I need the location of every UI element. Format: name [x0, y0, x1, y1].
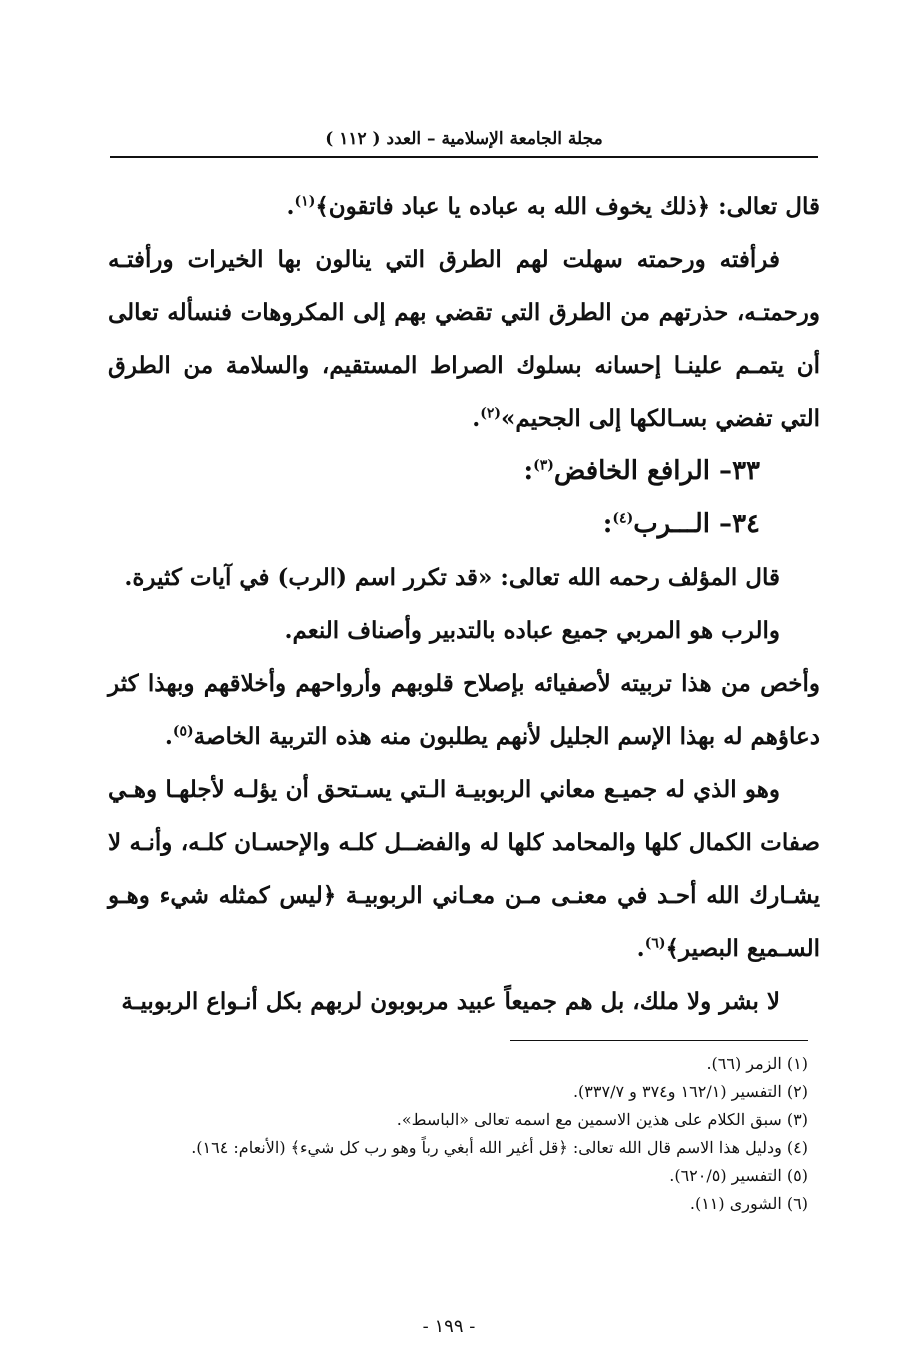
section-heading-33: [108, 445, 820, 498]
footnote-ref: (٢): [480, 405, 502, 422]
footnote-ref: (٤): [612, 510, 634, 527]
punctuation: .: [636, 935, 645, 962]
footnote-item: (٥) التفسير (٦٢٠/٥).: [669, 1166, 808, 1185]
paragraph-text: وهو الذي له جميـع معاني الربوبيـة الـتي يسـتحق أن يؤلـه لأجلهـا وهـي صفات الكمال كلها والمحامد كلها له والفضــل كلـه والإحسـان كلـه، وأنـه لا يشـارك الله أحـد في معنـى مـن معـاني الربوبيـة ﴿ليس كمثله شيء وهـو السـميع البصير﴾: [108, 776, 820, 962]
footnote-divider: [510, 1040, 808, 1041]
footnote-ref: (٥): [172, 723, 194, 740]
footnotes: [140, 1050, 808, 1218]
rabb-definition-paragraph: والرب هو المربي جميع عباده بالتدبير وأصناف النعم.: [284, 617, 780, 644]
footnote-ref: (٦): [644, 935, 666, 952]
footnote-item: (٤) ودليل هذا الاسم قال الله تعالى: ﴿قل أغير الله أبغي رباً وهو رب كل شيء﴾ (الأنعام: ١٦٤).: [191, 1138, 808, 1157]
footnote-item: (٢) التفسير (١٦٢/١ و٣٧٤ و ٣٣٧/٧).: [572, 1082, 808, 1101]
lordship-paragraph: [108, 763, 820, 975]
author-quote-paragraph: قال المؤلف رحمه الله تعالى: «قد تكرر اسم (الرب) في آيات كثيرة.: [124, 564, 780, 591]
paragraph-text: وأخص من هذا تربيته لأصفيائه بإصلاح قلوبهم وأرواحهم وأخلاقهم وبهذا كثر دعاؤهم له بهذا الإسم الجليل لأنهم يطلبون منه هذه التربية الخاصة: [108, 670, 820, 750]
punctuation: :: [602, 509, 613, 539]
heading-text: ٣٤– الـــرب: [633, 509, 760, 539]
main-text: [108, 180, 820, 1028]
punctuation: .: [286, 193, 295, 220]
footnote-ref: (١): [294, 193, 316, 210]
header-divider: [110, 156, 818, 158]
quran-quote-paragraph: [108, 180, 820, 233]
page-number: - ١٩٩ -: [422, 1316, 476, 1337]
special-care-paragraph: [108, 657, 820, 763]
footnote-ref: (٣): [533, 457, 554, 474]
punctuation: :: [523, 456, 534, 486]
journal-header: مجلة الجامعة الإسلامية – العدد ( ١١٢ ): [325, 129, 603, 149]
footnote-item: (٦) الشورى (١١).: [689, 1194, 808, 1213]
footnote-item: (٣) سبق الكلام على هذين الاسمين مع اسمه تعالى «الباسط».: [396, 1110, 808, 1129]
paragraph-text: قال تعالى: ﴿ذلك يخوف الله به عباده يا عباد فاتقون﴾: [315, 193, 820, 220]
closing-paragraph: لا بشر ولا ملك، بل هم جميعاً عبيد مربوبون لربهم بكل أنـواع الربوبيـة: [121, 988, 780, 1015]
heading-text: ٣٣– الرافع الخافض: [553, 456, 760, 486]
punctuation: .: [164, 723, 173, 750]
mercy-paragraph: [108, 233, 820, 445]
section-heading-34: [108, 498, 820, 551]
punctuation: .: [472, 405, 481, 432]
footnote-item: (١) الزمر (٦٦).: [706, 1054, 808, 1073]
paragraph-text: فرأفته ورحمته سهلت لهم الطرق التي ينالون بها الخيرات ورأفتـه ورحمتـه، حذرتهم من الطرق التي تقضي بهم إلى المكروهات فنسأله تعالى أن يتمـم علينـا إحسانه بسلوك الصراط المستقيم، والسلامة من الطرق التي تفضي بسـالكها إلى الجحيم»: [108, 246, 820, 432]
